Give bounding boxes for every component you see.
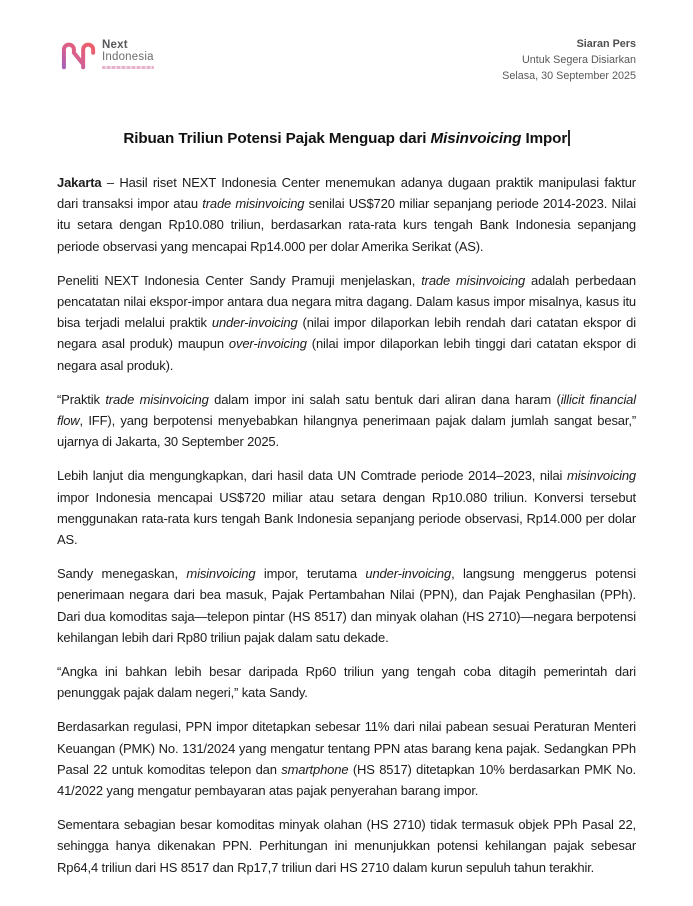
text-run: Berdasarkan regulasi, PPN impor ditetapkan sebesar 11% dari nilai pabean sesuai Peraturan Menteri Keuangan (PMK) No. 131/2024 yang mengatur tentang PPN atas barang kena pajak. Sedangkan PPh Pasal 22 untuk komoditas telepon dan [57,719,636,777]
text-run: – Hasil riset NEXT Indonesia Center menemukan adanya dugaan praktik manipulasi faktur dari transaksi impor atau [57,175,636,212]
paragraph [57,814,636,878]
release-type-label: Siaran Pers [576,38,636,50]
text-run: , langsung menggerus potensi penerimaan negara dari bea masuk, Pajak Pertambahan Nilai (PPN), dan Pajak Penghasilan (PPh). Dari dua komoditas saja—telepon pintar (HS 8517) dan minyak olahan (HS 2710)—negara berpotensi kehilangan lebih dari Rp80 triliun pajak dalam satu dekade. [57,566,636,645]
text-run: (nilai impor dilaporkan lebih tinggi dari catatan ekspor di negara asal produk). [57,336,636,373]
paragraph [57,389,636,453]
title-italic-word: Misinvoicing [430,130,522,147]
text-run: trade misinvoicing [421,272,526,288]
text-run: Jakarta [57,175,102,190]
text-run: adalah perbedaan pencatatan nilai ekspor-impor antara dua negara mitra dagang. Dalam kasus impor misalnya, kasus itu bisa terjadi melalui praktik [57,272,636,331]
brand-tagline [102,66,154,69]
press-release-meta [502,36,636,84]
text-run: “Angka ini bahkan lebih besar daripada Rp60 triliun yang tengah coba ditagih pemerintah dari penunggak pajak dalam negeri,” kata Sandy. [57,664,636,701]
text-run: impor, terutama [255,566,366,582]
document-header [57,36,636,84]
release-note-label: Untuk Segera Disiarkan [521,54,636,66]
paragraph [57,563,636,648]
text-run: “Praktik [57,391,106,407]
text-run: senilai US$720 miliar sepanjang periode 2014-2023. Nilai itu setara dengan Rp10.080 triliun, berdasarkan rata-rata kurs tengah Bank Indonesia sepanjang periode observasi yang mencapai Rp14.000 per dolar Amerika Serikat (AS). [57,196,636,254]
paragraph [57,661,636,703]
text-run: (HS 8517) ditetapkan 10% berdasarkan PMK No. 41/2022 yang mengatur pembayaran atas pajak penyerahan barang impor. [57,761,636,799]
text-run: under-invoicing [211,315,298,331]
paragraph [57,270,636,376]
release-date-label: Selasa, 30 September 2025 [502,70,636,82]
text-run: dalam impor ini salah satu bentuk dari aliran dana haram ( [208,391,561,407]
brand-name-bottom: Indonesia [102,51,154,63]
text-run: illicit financial flow [57,391,636,429]
title-text-prefix: Ribuan Triliun Potensi Pajak Menguap dari [123,130,431,147]
brand-logo [57,36,154,73]
text-run: trade misinvoicing [105,391,209,407]
text-run: under-invoicing [365,566,452,582]
text-run: Sementara sebagian besar komoditas minyak olahan (HS 2710) tidak termasuk objek PPh Pasal 22, sehingga hanya dikenakan PPN. Perhitungan ini menunjukkan potensi kehilangan pajak sebesar Rp64,4 triliun dari HS 8517 dan Rp17,7 triliun dari HS 2710 dalam kurun sepuluh tahun terakhir. [57,817,636,875]
text-run: over-invoicing [228,336,307,352]
text-run: smartphone [281,761,349,777]
text-run: Lebih lanjut dia mengungkapkan, dari hasil data UN Comtrade periode 2014–2023, nilai [57,468,567,484]
text-run: misinvoicing [566,468,636,484]
text-run: Peneliti NEXT Indonesia Center Sandy Pramuji menjelaskan, [57,272,422,288]
text-run: , IFF), yang berpotensi menyebabkan hilangnya penerimaan pajak dalam jumlah sangat besar,” ujarnya di Jakarta, 30 September 2025. [57,413,636,450]
paragraph [57,716,636,801]
paragraph [57,465,636,550]
text-run: misinvoicing [186,566,256,582]
text-run: trade misinvoicing [202,196,305,212]
document-body [57,172,636,878]
text-run: Sandy menegaskan, [57,566,187,582]
brand-name-top: Next [102,39,128,51]
text-cursor [568,130,570,146]
document-title [57,128,636,150]
brand-wordmark [102,36,154,69]
text-run: impor Indonesia mencapai US$720 miliar atau setara dengan Rp10.080 triliun. Konversi tersebut menggunakan rata-rata kurs tengah Bank Indonesia sepanjang periode observasi, Rp14.000 per dolar AS. [57,489,636,548]
text-run: (nilai impor dilaporkan lebih rendah dari catatan ekspor di negara asal produk) maupun [57,315,637,352]
next-indonesia-logo-icon [57,37,97,73]
title-text-suffix: Impor [521,130,568,147]
paragraph [57,172,636,257]
